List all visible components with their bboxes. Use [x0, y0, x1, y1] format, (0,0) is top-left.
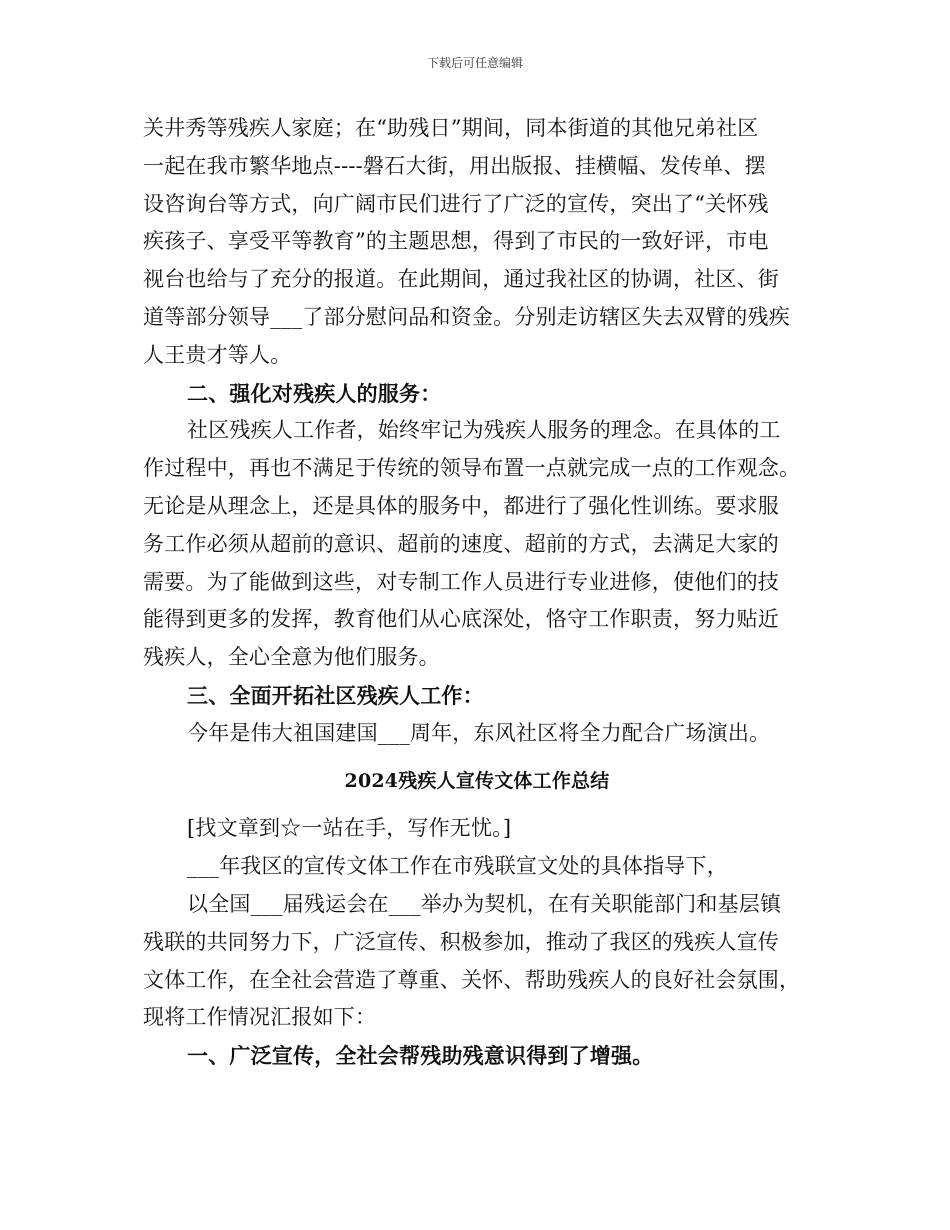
paragraph-4-line-4: 现将工作情况汇报如下： [143, 1005, 377, 1030]
paragraph-1-line-5: 视台也给与了充分的报道。在此期间，通过我社区的协调，社区、街 [143, 267, 779, 292]
paragraph-2-line-4: 务工作必须从超前的意识、超前的速度、超前的方式，去满足大家的 [143, 531, 779, 556]
paragraph-2-line-2: 作过程中，再也不满足于传统的领导布置一点就完成一点的工作观念。 [143, 456, 801, 481]
document-body [143, 110, 811, 1075]
page-header-note: 下载后可任意编辑 [426, 56, 523, 70]
paragraph-3: 今年是伟大祖国建国___周年，东风社区将全力配合广场演出。 [187, 720, 771, 745]
bracket-note: [找文章到☆一站在手，写作无忧。] [187, 816, 512, 841]
paragraph-2-line-6: 能得到更多的发挥，教育他们从心底深处，恪守工作职责，努力贴近 [143, 607, 779, 632]
paragraph-2-line-1: 社区残疾人工作者，始终牢记为残疾人服务的理念。在具体的工 [187, 418, 781, 443]
paragraph-2-line-3: 无论是从理念上，还是具体的服务中，都进行了强化性训练。要求服 [143, 493, 779, 518]
paragraph-4-line-2: 残联的共同努力下，广泛宣传、积极参加，推动了我区的残疾人宣传 [143, 929, 779, 954]
section-heading-2: 二、强化对残疾人的服务： [187, 380, 442, 406]
section-heading-3: 三、全面开拓社区残疾人工作： [187, 682, 484, 708]
document-title: 2024残疾人宣传文体工作总结 [344, 769, 610, 792]
section-heading-4: 一、广泛宣传，全社会帮残助残意识得到了增强。 [187, 1043, 654, 1069]
paragraph-2-line-5: 需要。为了能做到这些，对专制工作人员进行专业进修，使他们的技 [143, 569, 779, 594]
paragraph-4-line-3: 文体工作，在全社会营造了尊重、关怀、帮助残疾人的良好社会氛围， [143, 967, 801, 992]
paragraph-4-line-1: 以全国___届残运会在___举办为契机，在有关职能部门和基层镇 [187, 891, 782, 916]
intro-line: ___年我区的宣传文体工作在市残联宣文处的具体指导下， [187, 854, 728, 879]
paragraph-2-line-7: 残疾人，全心全意为他们服务。 [143, 645, 440, 670]
paragraph-1-line-3: 设咨询台等方式，向广阔市民们进行了广泛的宣传，突出了“关怀残 [143, 191, 769, 216]
paragraph-1-line-4: 疾孩子、享受平等教育”的主题思想，得到了市民的一致好评，市电 [143, 229, 769, 254]
paragraph-1-line-6: 道等部分领导___了部分慰问品和资金。分别走访辖区失去双臂的残疾 [143, 304, 790, 329]
paragraph-1-line-2: 一起在我市繁华地点----磐石大街，用出版报、挂横幅、发传单、摆 [143, 153, 766, 178]
paragraph-1-line-7: 人王贵才等人。 [143, 342, 292, 367]
paragraph-1-line-1: 关井秀等残疾人家庭；在“助残日”期间，同本街道的其他兄弟社区 [143, 116, 759, 140]
